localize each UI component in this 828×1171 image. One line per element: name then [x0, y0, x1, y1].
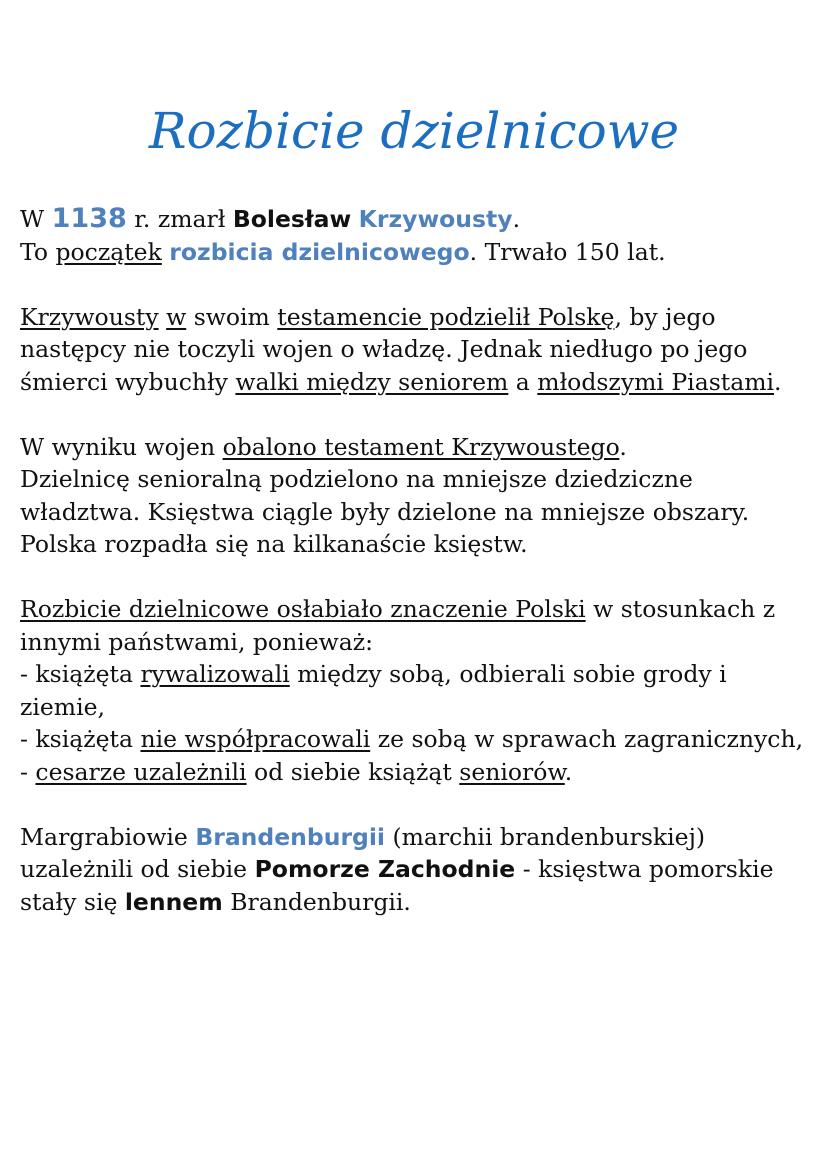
text: Brandenburgii.: [222, 887, 411, 916]
text: a: [508, 367, 538, 396]
text: , by jego następcy nie toczyli wojen o władzę. Jednak niedługo po jego śmierci wybuchły: [20, 302, 748, 396]
underlined-text: Rozbicie dzielnicowe osłabiało znaczenie Polski: [20, 595, 586, 623]
document-body: [20, 203, 810, 951]
text: W wyniku wojen: [20, 432, 223, 461]
bold-lennem: lennem: [124, 887, 223, 916]
text: .: [512, 205, 521, 233]
text: [351, 205, 358, 233]
bold-pomorze: Pomorze Zachodnie: [254, 855, 516, 883]
text: r. zmarł: [126, 205, 233, 233]
underlined-text: testamencie podzielił Polskę: [277, 302, 615, 331]
text: . Trwało 150 lat.: [469, 237, 666, 266]
text: [159, 303, 166, 331]
text: od siebie książąt: [246, 757, 460, 786]
highlight-brandenburgii: Brandenburgii: [195, 822, 385, 851]
underlined-text: rywalizowali: [140, 660, 290, 688]
underlined-text: młodszymi Piastami: [537, 367, 775, 396]
text: To: [20, 237, 56, 266]
year-1138: 1138: [51, 203, 127, 234]
text: w stosunkach z innymi państwami, ponieważ:: [20, 595, 776, 656]
list-item: - książęta: [20, 725, 141, 753]
text: Dzielnicę senioralną podzielono na mniejsze dziedziczne władztwa. Księstwa ciągle były dzielone na mniejsze obszary.: [20, 465, 750, 526]
underlined-text: seniorów: [459, 757, 565, 786]
highlight-rozbicie: rozbicia dzielnicowego: [169, 237, 470, 266]
list-item: -: [20, 757, 36, 786]
text: swoim: [186, 302, 278, 331]
list-item: - książęta: [20, 660, 141, 688]
paragraph-wars: [20, 431, 810, 561]
text: .: [564, 757, 573, 786]
text: W: [20, 205, 52, 233]
underlined-text: cesarze uzależnili: [35, 757, 247, 786]
paragraph-brandenburg: [20, 821, 810, 919]
underlined-text: w: [166, 302, 187, 331]
underlined-text: nie współpracowali: [140, 725, 371, 753]
name-boleslaw: Bolesław: [232, 205, 352, 233]
text: Polska rozpadła się na kilkanaście księstw.: [20, 530, 528, 558]
underlined-text: Krzywousty: [20, 302, 159, 331]
underlined-text: początek: [55, 237, 162, 266]
text: ze sobą w sprawach zagranicznych,: [370, 725, 804, 753]
underlined-text: walki między seniorem: [235, 367, 509, 396]
underlined-text: obalono testament Krzywoustego: [222, 432, 620, 461]
page-title: Rozbicie dzielnicowe: [148, 102, 680, 160]
name-krzywousty: Krzywousty: [358, 205, 513, 233]
paragraph-intro: [20, 203, 810, 268]
text: (marchii brandenburskiej) uzależnili od siebie: [20, 822, 706, 883]
paragraph-weakening: [20, 593, 810, 788]
text: .: [619, 432, 627, 461]
text: .: [774, 367, 782, 396]
paragraph-testament: [20, 301, 810, 399]
text: między sobą, odbierali sobie grody i ziemie,: [20, 660, 727, 721]
text: - księstwa pomorskie stały się: [20, 855, 774, 916]
text: Margrabiowie: [20, 822, 196, 851]
